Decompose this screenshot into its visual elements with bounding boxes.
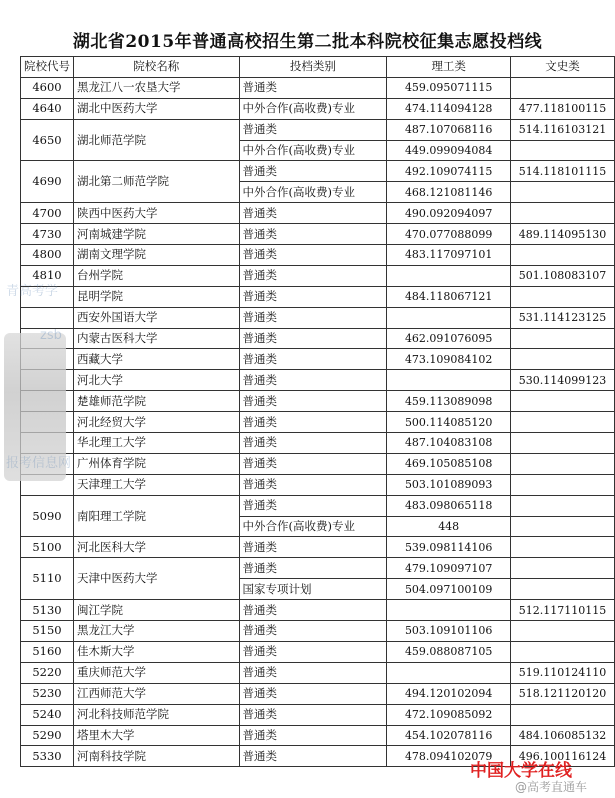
school-code: 5230 [21, 683, 74, 704]
arts-score [511, 558, 615, 579]
school-code: 4600 [21, 77, 74, 98]
arts-score [511, 474, 615, 495]
science-score [387, 370, 511, 391]
table-row [21, 558, 615, 579]
science-score: 470.077088099 [387, 224, 511, 245]
arts-score [511, 77, 615, 98]
arts-score [511, 391, 615, 412]
admission-category: 普通类 [239, 683, 387, 704]
admission-category: 普通类 [239, 349, 387, 370]
school-name: 陕西中医药大学 [74, 203, 240, 224]
school-name: 西藏大学 [74, 349, 240, 370]
site-logo: 中国大学在线 [470, 761, 572, 781]
school-code: 4730 [21, 224, 74, 245]
table-row [21, 391, 615, 412]
admission-category: 普通类 [239, 391, 387, 412]
school-name: 南阳理工学院 [74, 495, 240, 537]
school-code: 4800 [21, 245, 74, 266]
school-name: 河北医科大学 [74, 537, 240, 558]
admission-category: 普通类 [239, 265, 387, 286]
arts-score: 477.118100115 [511, 98, 615, 119]
arts-score: 519.110124110 [511, 662, 615, 683]
header-science: 理工类 [387, 57, 511, 78]
school-code: 5090 [21, 495, 74, 537]
admission-category: 普通类 [239, 474, 387, 495]
school-code: 4650 [21, 119, 74, 161]
science-score: 454.102078116 [387, 725, 511, 746]
school-code: 5110 [21, 558, 74, 600]
admission-category: 普通类 [239, 119, 387, 140]
arts-score [511, 286, 615, 307]
school-name: 黑龙江大学 [74, 621, 240, 642]
school-name: 河北经贸大学 [74, 412, 240, 433]
admission-category: 普通类 [239, 328, 387, 349]
school-code: 5160 [21, 641, 74, 662]
admission-category: 普通类 [239, 746, 387, 767]
watermark-text: 青高考学 [6, 284, 59, 299]
arts-score [511, 704, 615, 725]
science-score: 484.118067121 [387, 286, 511, 307]
school-name: 昆明学院 [74, 286, 240, 307]
table-row [21, 98, 615, 119]
arts-score [511, 412, 615, 433]
table-row [21, 621, 615, 642]
school-code: 5100 [21, 537, 74, 558]
science-score: 472.109085092 [387, 704, 511, 725]
school-name: 楚雄师范学院 [74, 391, 240, 412]
arts-score [511, 621, 615, 642]
science-score: 462.091076095 [387, 328, 511, 349]
admission-category: 普通类 [239, 725, 387, 746]
school-name: 佳木斯大学 [74, 641, 240, 662]
science-score: 483.117097101 [387, 245, 511, 266]
science-score: 478.094102079 [387, 746, 511, 767]
school-code: 4690 [21, 161, 74, 203]
admission-category: 普通类 [239, 600, 387, 621]
table-row [21, 495, 615, 516]
admission-category: 中外合作(高收费)专业 [239, 516, 387, 537]
admission-category: 普通类 [239, 224, 387, 245]
table-row [21, 265, 615, 286]
watermark-text: zsb [40, 328, 62, 343]
science-score: 539.098114106 [387, 537, 511, 558]
school-name: 江西师范大学 [74, 683, 240, 704]
table-row [21, 433, 615, 454]
arts-score [511, 140, 615, 161]
arts-score [511, 203, 615, 224]
table-row [21, 474, 615, 495]
school-name: 西安外国语大学 [74, 307, 240, 328]
school-name: 黑龙江八一农垦大学 [74, 77, 240, 98]
header-name: 院校名称 [74, 57, 240, 78]
arts-score: 530.114099123 [511, 370, 615, 391]
arts-score: 531.114123125 [511, 307, 615, 328]
arts-score: 512.117110115 [511, 600, 615, 621]
table-row [21, 725, 615, 746]
table-row [21, 224, 615, 245]
science-score [387, 600, 511, 621]
science-score: 487.107068116 [387, 119, 511, 140]
school-name: 河南城建学院 [74, 224, 240, 245]
table-row [21, 307, 615, 328]
science-score: 503.109101106 [387, 621, 511, 642]
table-row [21, 370, 615, 391]
arts-score [511, 641, 615, 662]
science-score: 449.099094084 [387, 140, 511, 161]
school-name: 河北科技师范学院 [74, 704, 240, 725]
table-row [21, 641, 615, 662]
admission-category: 普通类 [239, 161, 387, 182]
table-row [21, 537, 615, 558]
science-score: 448 [387, 516, 511, 537]
admission-category: 普通类 [239, 412, 387, 433]
admission-category: 普通类 [239, 641, 387, 662]
science-score [387, 307, 511, 328]
science-score: 479.109097107 [387, 558, 511, 579]
admission-category: 普通类 [239, 662, 387, 683]
school-code: 5330 [21, 746, 74, 767]
science-score [387, 265, 511, 286]
school-name: 河北大学 [74, 370, 240, 391]
admission-category: 普通类 [239, 621, 387, 642]
arts-score [511, 349, 615, 370]
science-score: 469.105085108 [387, 453, 511, 474]
school-name: 台州学院 [74, 265, 240, 286]
science-score: 483.098065118 [387, 495, 511, 516]
admission-category: 中外合作(高收费)专业 [239, 182, 387, 203]
science-score: 504.097100109 [387, 579, 511, 600]
school-name: 内蒙古医科大学 [74, 328, 240, 349]
admission-category: 中外合作(高收费)专业 [239, 98, 387, 119]
school-code [21, 307, 74, 328]
school-name: 湖北中医药大学 [74, 98, 240, 119]
school-code: 5240 [21, 704, 74, 725]
arts-score: 514.116103121 [511, 119, 615, 140]
science-score [387, 662, 511, 683]
school-name: 塔里木大学 [74, 725, 240, 746]
watermark-text: 报考信息网 [6, 456, 72, 471]
table-row [21, 349, 615, 370]
admission-category: 普通类 [239, 203, 387, 224]
school-code: 5130 [21, 600, 74, 621]
table-header-row [21, 57, 615, 78]
arts-score: 518.121120120 [511, 683, 615, 704]
table-row [21, 328, 615, 349]
school-name: 天津中医药大学 [74, 558, 240, 600]
science-score: 500.114085120 [387, 412, 511, 433]
science-score: 459.113089098 [387, 391, 511, 412]
school-name: 湖北师范学院 [74, 119, 240, 161]
admission-category: 普通类 [239, 537, 387, 558]
arts-score [511, 516, 615, 537]
science-score: 473.109084102 [387, 349, 511, 370]
admission-category: 普通类 [239, 370, 387, 391]
school-name: 湖南文理学院 [74, 245, 240, 266]
school-code: 4700 [21, 203, 74, 224]
admission-category: 普通类 [239, 558, 387, 579]
school-code: 4640 [21, 98, 74, 119]
admission-table [20, 56, 615, 767]
table-row [21, 704, 615, 725]
science-score: 468.121081146 [387, 182, 511, 203]
school-name: 重庆师范大学 [74, 662, 240, 683]
admission-category: 普通类 [239, 77, 387, 98]
science-score: 503.101089093 [387, 474, 511, 495]
school-name: 闽江学院 [74, 600, 240, 621]
header-arts: 文史类 [511, 57, 615, 78]
science-score: 492.109074115 [387, 161, 511, 182]
table-row [21, 662, 615, 683]
admission-category: 普通类 [239, 286, 387, 307]
arts-score [511, 245, 615, 266]
science-score: 487.104083108 [387, 433, 511, 454]
arts-score [511, 433, 615, 454]
arts-score [511, 537, 615, 558]
school-code: 5220 [21, 662, 74, 683]
table-body [21, 77, 615, 766]
table-row [21, 119, 615, 140]
school-name: 河南科技学院 [74, 746, 240, 767]
admission-category: 普通类 [239, 433, 387, 454]
admission-category: 普通类 [239, 453, 387, 474]
arts-score [511, 182, 615, 203]
arts-score [511, 495, 615, 516]
school-code: 4810 [21, 265, 74, 286]
admission-category: 普通类 [239, 245, 387, 266]
table-row [21, 161, 615, 182]
header-code: 院校代号 [21, 57, 74, 78]
admission-category: 中外合作(高收费)专业 [239, 140, 387, 161]
school-name: 华北理工大学 [74, 433, 240, 454]
weibo-signature: @高考直通车 [515, 780, 588, 794]
table-row [21, 286, 615, 307]
science-score: 474.114094128 [387, 98, 511, 119]
arts-score [511, 579, 615, 600]
science-score: 490.092094097 [387, 203, 511, 224]
table-row [21, 453, 615, 474]
science-score: 494.120102094 [387, 683, 511, 704]
header-category: 投档类别 [239, 57, 387, 78]
arts-score: 501.108083107 [511, 265, 615, 286]
page-title: 湖北省2015年普通高校招生第二批本科院校征集志愿投档线 [72, 32, 543, 52]
arts-score [511, 453, 615, 474]
arts-score: 489.114095130 [511, 224, 615, 245]
admission-category: 普通类 [239, 307, 387, 328]
table-row [21, 683, 615, 704]
arts-score: 514.118101115 [511, 161, 615, 182]
arts-score: 484.106085132 [511, 725, 615, 746]
school-code: 5150 [21, 621, 74, 642]
table-row [21, 412, 615, 433]
table-row [21, 600, 615, 621]
table-row [21, 203, 615, 224]
table-row [21, 77, 615, 98]
admission-category: 国家专项计划 [239, 579, 387, 600]
arts-score: 496.100116124 [511, 746, 615, 767]
arts-score [511, 328, 615, 349]
school-name: 天津理工大学 [74, 474, 240, 495]
school-name: 广州体育学院 [74, 453, 240, 474]
school-name: 湖北第二师范学院 [74, 161, 240, 203]
science-score: 459.088087105 [387, 641, 511, 662]
science-score: 459.095071115 [387, 77, 511, 98]
school-code: 5290 [21, 725, 74, 746]
admission-category: 普通类 [239, 495, 387, 516]
table-row [21, 245, 615, 266]
admission-category: 普通类 [239, 704, 387, 725]
